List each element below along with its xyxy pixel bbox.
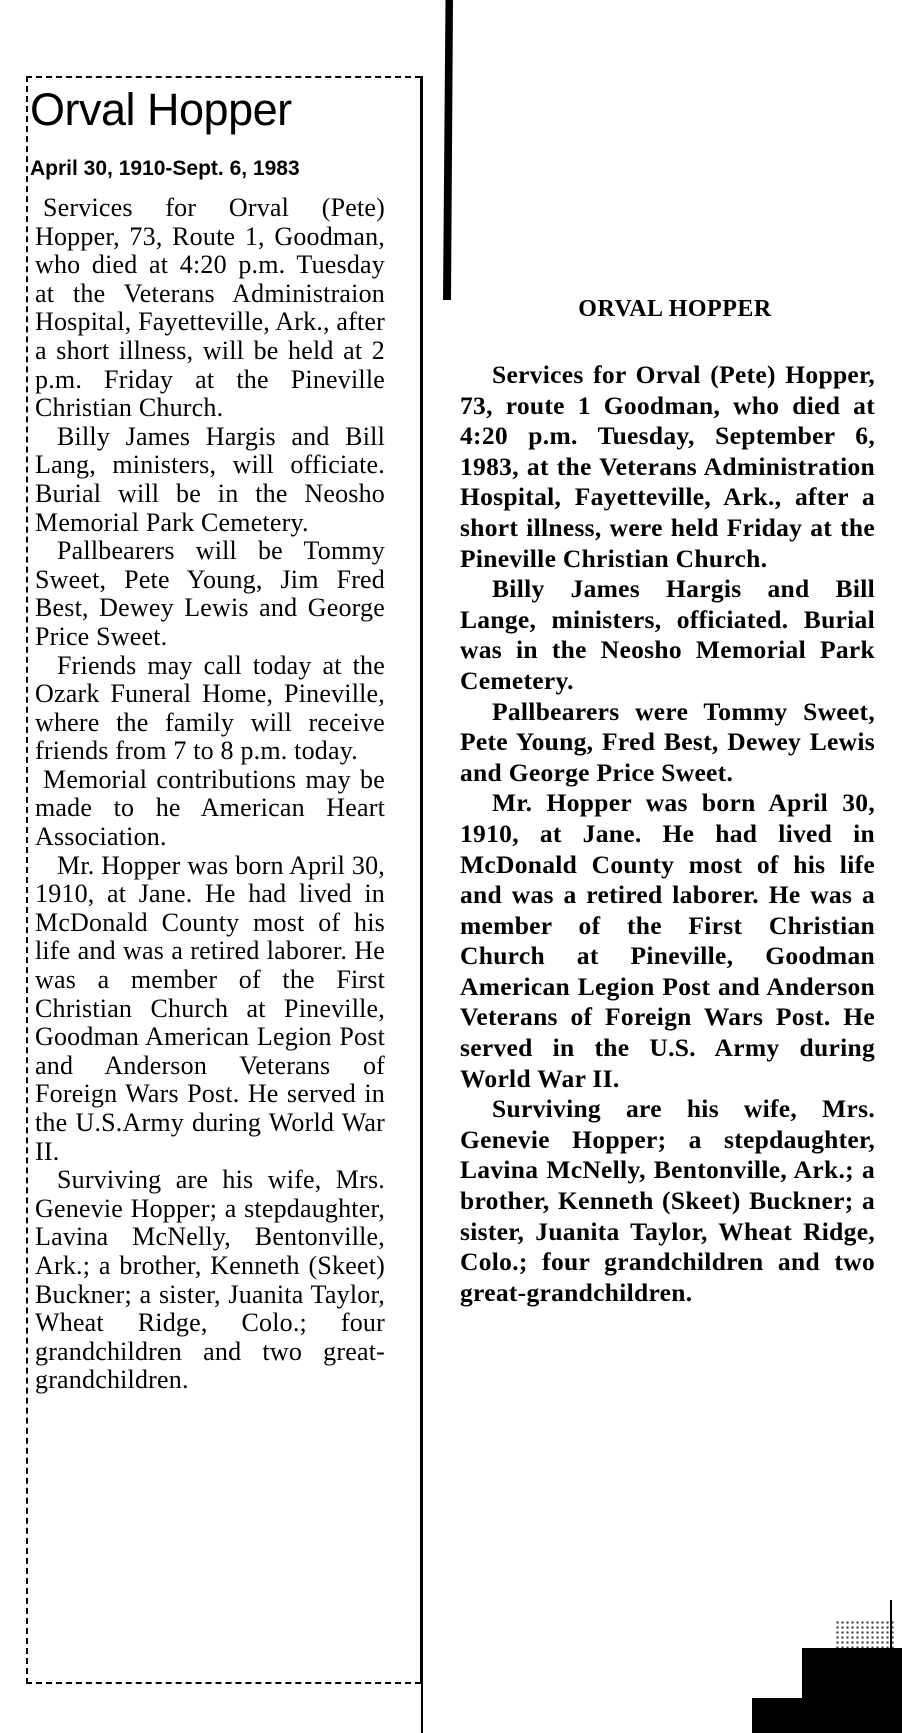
right-paragraph-services: Services for Orval (Pete) Hopper, 73, route 1 Goodman, who died at 4:20 p.m. Tuesday, September 6, 1983, at the Veterans Administration Hospital, Fayetteville, Ark., after a short illness, were held Friday at the Pineville Christian Church.: [460, 360, 875, 573]
left-paragraph-memorials: Memorial contributions may be made to he American Heart Association.: [35, 764, 385, 852]
left-paragraph-services: Services for Orval (Pete) Hopper, 73, Route 1, Goodman, who died at 4:20 p.m. Tuesday at the Veterans Administraion Hospital, Fayetteville, Ark., after a short illness, will be held at 2 p.m. Friday at the Pineville Christian Church.: [35, 193, 385, 423]
scan-edge-line: [890, 1600, 892, 1733]
left-paragraph-visitation: Friends may call today at the Ozark Funeral Home, Pineville, where the family will receive friends from 7 to 8 p.m. today.: [35, 650, 385, 766]
scan-artifact-block-lower: [752, 1698, 812, 1733]
left-paragraph-biography: Mr. Hopper was born April 30, 1910, at Jane. He had lived in McDonald County most of his life and was a retired laborer. He was a member of the First Christian Church at Pineville, Goodman American Legion Post and Anderson Veterans of Foreign Wars Post. He served in the U.S.Army during World War II.: [35, 850, 385, 1166]
right-obituary-title: ORVAL HOPPER: [578, 296, 772, 322]
left-paragraph-survivors: Surviving are his wife, Mrs. Genevie Hopper; a stepdaughter, Lavina McNelly, Bentonville, Ark.; a brother, Kenneth (Skeet) Buckner; a sister, Juanita Taylor, Wheat Ridge, Colo.; four grandchildren and two great-grandchildren.: [35, 1165, 385, 1395]
right-paragraph-pallbearers: Pallbearers were Tommy Sweet, Pete Young, Fred Best, Dewey Lewis and George Price Sweet.: [460, 696, 875, 787]
left-obituary-body: [35, 194, 385, 1395]
right-obituary-body: [460, 360, 875, 1308]
left-paragraph-ministers: Billy James Hargis and Bill Lang, ministers, will officiate. Burial will be in the Neosho Memorial Park Cemetery.: [35, 421, 385, 537]
left-obituary-dates: April 30, 1910-Sept. 6, 1983: [30, 157, 300, 180]
right-paragraph-survivors: Surviving are his wife, Mrs. Genevie Hopper; a stepdaughter, Lavina McNelly, Bentonville, Ark.; a brother, Kenneth (Skeet) Buckner; a sister, Juanita Taylor, Wheat Ridge, Colo.; four grandchildren and two great-grandchildren.: [460, 1094, 875, 1307]
column-divider-rule: [421, 76, 423, 1733]
right-paragraph-biography: Mr. Hopper was born April 30, 1910, at Jane. He had lived in McDonald County most of his life and was a retired laborer. He was a member of the First Christian Church at Pineville, Goodman American Legion Post and Anderson Veterans of Foreign Wars Post. He served in the U.S. Army during World War II.: [460, 788, 875, 1093]
scan-artifact-block: [802, 1648, 902, 1733]
left-obituary-title: Orval Hopper: [30, 84, 292, 135]
left-paragraph-pallbearers: Pallbearers will be Tommy Sweet, Pete Young, Jim Fred Best, Dewey Lewis and George Price Sweet.: [35, 536, 385, 651]
column-divider-thick: [443, 0, 453, 300]
right-paragraph-ministers: Billy James Hargis and Bill Lange, ministers, officiated. Burial was in the Neosho Memorial Park Cemetery.: [460, 574, 875, 695]
